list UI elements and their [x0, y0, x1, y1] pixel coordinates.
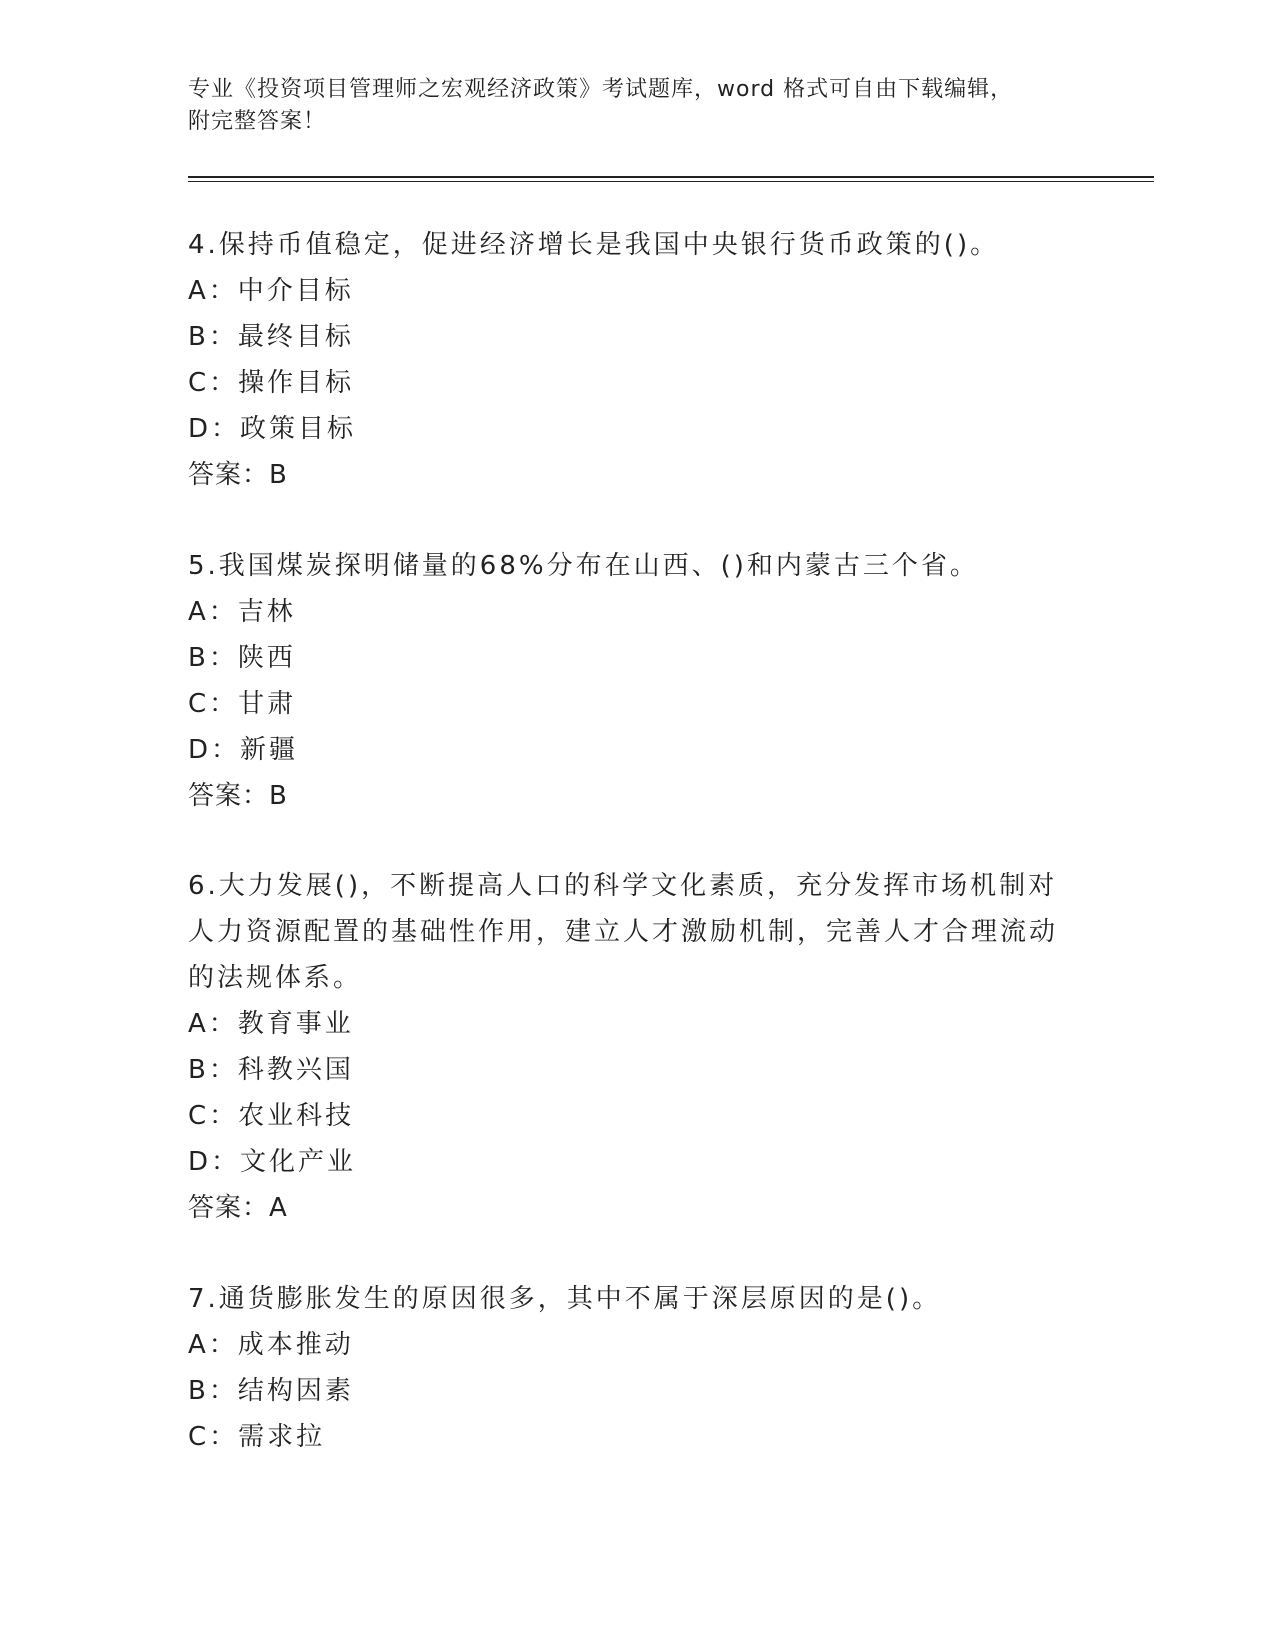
question-6 [188, 863, 1078, 1231]
option-b: B：结构因素 [188, 1376, 354, 1406]
question-stem: 5.我国煤炭探明储量的68%分布在山西、()和内蒙古三个省。 [188, 551, 979, 581]
question-stem-line-1: 6.大力发展()，不断提高人口的科学文化素质，充分发挥市场机制对 [188, 871, 1058, 901]
option-a: A：中介目标 [188, 276, 354, 306]
option-b: B：陕西 [188, 643, 296, 673]
option-a: A：教育事业 [188, 1009, 354, 1039]
header-divider-thin [188, 181, 1154, 182]
header-divider-thick [188, 176, 1154, 178]
question-stem: 7.通货膨胀发生的原因很多，其中不属于深层原因的是()。 [188, 1284, 942, 1314]
question-7 [188, 1276, 1078, 1460]
document-header [188, 74, 1078, 138]
option-c: C：操作目标 [188, 368, 355, 398]
option-c: C：需求拉 [188, 1422, 326, 1452]
answer-label: 答案：B [188, 781, 288, 811]
question-5 [188, 543, 1078, 819]
option-b: B：科教兴国 [188, 1055, 354, 1085]
option-a: A：成本推动 [188, 1330, 354, 1360]
option-d: D：文化产业 [188, 1147, 357, 1177]
option-d: D：政策目标 [188, 414, 357, 444]
question-stem-line-2: 人力资源配置的基础性作用，建立人才激励机制，完善人才合理流动 [188, 917, 1059, 947]
option-d: D：新疆 [188, 735, 299, 765]
answer-label: 答案：B [188, 460, 288, 490]
header-line-1: 专业《投资项目管理师之宏观经济政策》考试题库，word 格式可自由下载编辑， [188, 77, 1014, 102]
header-line-2: 附完整答案！ [188, 109, 327, 134]
question-stem-line-3: 的法规体系。 [188, 963, 363, 993]
question-stem: 4.保持币值稳定，促进经济增长是我国中央银行货币政策的()。 [188, 230, 1000, 260]
option-c: C：甘肃 [188, 689, 297, 719]
option-b: B：最终目标 [188, 322, 354, 352]
question-4 [188, 222, 1078, 498]
answer-label: 答案：A [188, 1193, 288, 1223]
option-a: A：吉林 [188, 597, 296, 627]
option-c: C：农业科技 [188, 1101, 355, 1131]
